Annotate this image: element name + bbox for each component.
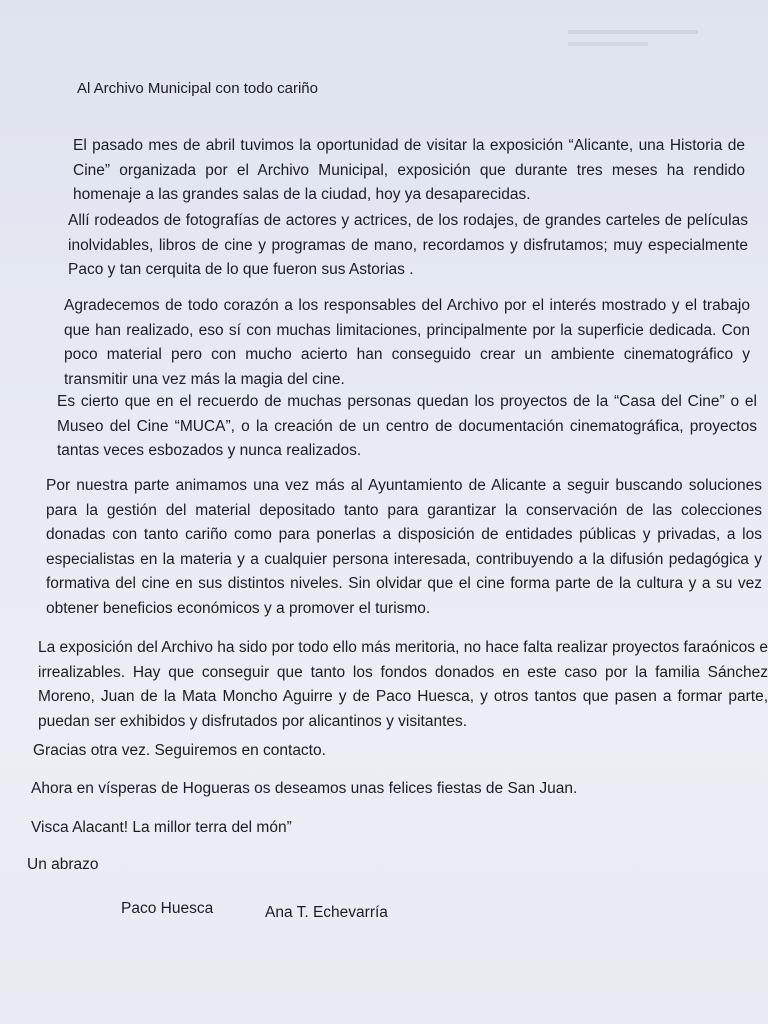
paragraph-2: Allí rodeados de fotografías de actores y actrices, de los rodajes, de grandes carteles de películas inolvidables, libros de cine y programas de mano, recordamos y disfrutamos; muy especialmente Paco y tan cerquita de lo que fueron sus Astorias . xyxy=(68,212,748,278)
wishes-line: Ahora en vísperas de Hogueras os deseamos unas felices fiestas de San Juan. xyxy=(31,780,578,797)
signature-paco-huesca: Paco Huesca xyxy=(121,900,214,917)
paragraph-6: La exposición del Archivo ha sido por todo ello más meritoria, no hace falta realizar proyectos faraónicos e irrealizables. Hay que conseguir que tanto los fondos donados en este caso por la familia Sánchez Moreno, Juan de la Mata Moncho Aguirre y de Paco Huesca, y otros tantos que pasen a formar parte, puedan ser exhibidos y disfrutados por alicantinos y visitantes. xyxy=(38,639,768,730)
signature-ana-echevarria: Ana T. Echevarría xyxy=(265,904,388,921)
motto-line: Visca Alacant! La millor terra del món” xyxy=(31,819,292,836)
paragraph-4: Es cierto que en el recuerdo de muchas personas quedan los proyectos de la “Casa del Cine” o el Museo del Cine “MUCA”, o la creación de un centro de documentación cinematográfica, proyectos tantas veces esbozados y nunca realizados. xyxy=(57,393,757,459)
paragraph-5: Por nuestra parte animamos una vez más al Ayuntamiento de Alicante a seguir buscando soluciones para la gestión del material depositado tanto para garantizar la conservación de las colecciones donadas con tanto cariño como para ponerlas a disposición de entidades públicas y privadas, a los especialistas en la materia y a cualquier persona interesada, contribuyendo a la difusión pedagógica y formativa del cine en sus distintos niveles. Sin olvidar que el cine forma parte de la cultura y a su vez obtener beneficios económicos y a promover el turismo. xyxy=(46,477,762,617)
closing-line: Un abrazo xyxy=(27,856,99,873)
thanks-line: Gracias otra vez. Seguiremos en contacto. xyxy=(33,742,326,759)
greeting: Al Archivo Municipal con todo cariño xyxy=(77,80,318,97)
bleed-through-text xyxy=(558,26,728,57)
paragraph-1: El pasado mes de abril tuvimos la oportunidad de visitar la exposición “Alicante, una Historia de Cine” organizada por el Archivo Municipal, exposición que durante tres meses ha rendido homenaje a las grandes salas de la ciudad, hoy ya desaparecidas. xyxy=(73,137,745,203)
bleed-through-marks xyxy=(558,26,708,54)
paragraph-3: Agradecemos de todo corazón a los responsables del Archivo por el interés mostrado y el trabajo que han realizado, eso sí con muchas limitaciones, principalmente por la superficie dedicada. Con poco material pero con mucho acierto han conseguido crear un ambiente cinematográfico y transmitir una vez más la magia del cine. xyxy=(64,297,750,388)
